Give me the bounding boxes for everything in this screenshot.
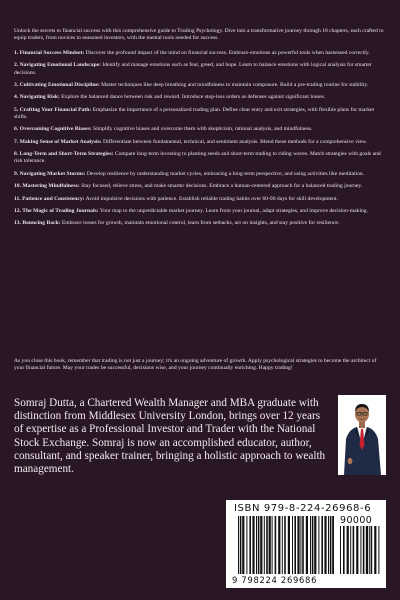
price-code: 90000 (340, 515, 373, 526)
chapter-item (14, 208, 386, 215)
barcode-digits: 9 798224 269686 (232, 575, 318, 585)
barcode-bar (292, 516, 293, 574)
barcode-bar (310, 516, 311, 574)
barcode-bar (353, 526, 355, 574)
barcode-bar (324, 516, 326, 574)
chapter-item (14, 220, 386, 227)
barcode-bar (332, 516, 334, 574)
chapter-item (14, 183, 386, 190)
chapter-description: Differentiate between fundamental, technical, and sentiment analysis. Blend these methods for a comprehensive view. (101, 138, 368, 145)
closing-paragraph: As you close this book, remember that trading is not just a journey; it's an ongoing adventure of growth. Apply psychological strategies to become the architect of your financial future. May your trades be successful, decisions wise, and your journey continually enriching. Happy trading! (14, 358, 377, 372)
chapter-description: Develop resilience by understanding market cycles, embracing a long-term perspective, and using activities like meditation. (85, 170, 365, 177)
isbn-label: ISBN 979-8-224-26968-6 (234, 503, 372, 514)
barcode-bar (252, 516, 254, 574)
barcode-bar (246, 516, 247, 574)
chapter-description: Simplify cognitive biases and overcome them with skepticism, rational analysis, and mindfulness. (91, 126, 313, 133)
barcode-bar (314, 516, 316, 574)
barcode-bar (256, 516, 257, 574)
author-bio: Somraj Dutta, a Chartered Wealth Manager and MBA graduate with distinction from Middlesex University London, brings over 12 years of expertise as a Professional Investor and Trader with the National Stock Exchange. Somraj is now an accomplished educator, author, consultant, and speaker trainer, bringing a holistic approach to wealth management. (14, 397, 326, 476)
chapter-list (14, 50, 386, 233)
chapter-title: 3. Cultivating Emotional Discipline: (14, 81, 100, 88)
barcode-bar (238, 516, 239, 574)
barcode-bar (249, 516, 251, 574)
barcode-bar (369, 526, 370, 574)
barcode-bar (347, 526, 349, 574)
chapter-item (14, 139, 386, 146)
chapter-title: 10. Mastering Mindfulness: (14, 183, 80, 190)
barcode-addon-bars-icon (340, 526, 380, 574)
barcode-bar (378, 526, 379, 574)
barcode-bar (282, 516, 283, 574)
chapter-description: Embrace losses for growth, maintain emotional control, learn from setbacks, act on insights, and stay positive for resilience. (60, 220, 340, 227)
chapter-description: Stay focused, relieve stress, and make smarter decisions. Embrace a human-centered approach for a balanced trading journey. (79, 183, 363, 190)
chapter-description: Compare long-term investing to planting seeds and short-term trading to riding waves. Match strategies with goals and risk tolerance. (14, 151, 381, 165)
chapter-title: 11. Patience and Consistency: (14, 195, 85, 202)
chapter-title: 5. Crafting Your Financial Path: (14, 106, 92, 113)
chapter-title: 8. Long-Term and Short-Term Strategies: (14, 151, 114, 158)
chapter-item (14, 196, 386, 203)
barcode-bar (356, 526, 358, 574)
barcode-bar (340, 526, 341, 574)
chapter-item (14, 171, 386, 178)
chapter-title: 2. Navigating Emotional Landscape: (14, 62, 102, 69)
barcode-bar (240, 516, 242, 574)
barcode-bar (330, 516, 332, 574)
chapter-title: 1. Financial Success Mindset: (14, 50, 85, 56)
barcode-bar (269, 516, 271, 574)
barcode-bar (284, 516, 286, 574)
author-photo (338, 395, 386, 475)
barcode-bar (264, 516, 265, 574)
barcode-bar (360, 526, 361, 574)
barcode-bar (302, 516, 304, 574)
barcode-bar (374, 526, 376, 574)
barcode-bar (371, 526, 373, 574)
chapter-description: Emphasize the importance of a personalized trading plan. Define clear entry and exit strategies, with flexible plans for market shifts. (14, 106, 375, 120)
chapter-title: 6. Overcoming Cognitive Biases: (14, 126, 92, 133)
chapter-title: 12. The Magic of Trading Journals: (14, 207, 99, 214)
chapter-item (14, 151, 386, 165)
barcode-bar (260, 516, 262, 574)
chapter-description: Master techniques like deep breathing and mindfulness to maintain composure. Build a pre-trading routine for stability. (99, 81, 369, 88)
barcode-bar (343, 526, 345, 574)
intro-paragraph: Unlock the secrets to financial success with this comprehensive guide to Trading Psychology. Dive into a transformative journey through 18 chapters, each crafted to equip traders, from novices to seasoned investors, with the mental tools needed for success. (14, 28, 384, 42)
isbn-barcode (226, 500, 386, 588)
barcode-bar (328, 516, 329, 574)
barcode-bar (300, 516, 301, 574)
barcode-bar (318, 516, 319, 574)
barcode-bar (366, 526, 368, 574)
chapter-description: Avoid impulsive decisions with patience. Establish reliable trading habits over 60-90 days for skill development. (84, 195, 338, 202)
chapter-description: Discover the profound impact of the mind on financial success. Embrace emotions as powerful tools when harnessed correctly. (84, 50, 370, 56)
barcode-bar (363, 526, 365, 574)
barcode-bar (306, 516, 308, 574)
chapter-item (14, 82, 386, 89)
chapter-title: 7. Making Sense of Market Analysis: (14, 138, 102, 145)
chapter-item (14, 50, 386, 57)
author-portrait-icon (338, 395, 386, 475)
barcode-bar (312, 516, 314, 574)
chapter-title: 9. Navigating Market Storms: (14, 170, 86, 177)
barcode-bar (258, 516, 260, 574)
chapter-title: 13. Bouncing Back: (14, 220, 61, 227)
barcode-bar (297, 516, 299, 574)
chapter-description: Identify and manage emotions such as fear, greed, and hope. Learn to balance emotions with logical analysis for smarter decisions. (14, 62, 372, 76)
barcode-bar (321, 516, 323, 574)
barcode-bar (272, 516, 273, 574)
barcode-bar (350, 526, 351, 574)
barcode-bar (288, 516, 290, 574)
barcode-bar (242, 516, 244, 574)
barcode-bar (278, 516, 280, 574)
chapter-item (14, 126, 386, 133)
barcode-bar (275, 516, 277, 574)
chapter-description: Your map to the unpredictable market journey. Learn from your journal, adapt strategies, and improve decision-making. (98, 207, 369, 214)
chapter-item (14, 94, 386, 101)
barcode-bars-icon (238, 516, 334, 574)
barcode-bar (266, 516, 268, 574)
chapter-item (14, 107, 386, 121)
chapter-title: 4. Navigating Risk: (14, 94, 60, 101)
chapter-description: Explore the balanced dance between risk and reward. Introduce stop-loss orders as defenses against significant losses. (59, 94, 326, 101)
chapter-item (14, 62, 386, 76)
barcode-bar (294, 516, 296, 574)
